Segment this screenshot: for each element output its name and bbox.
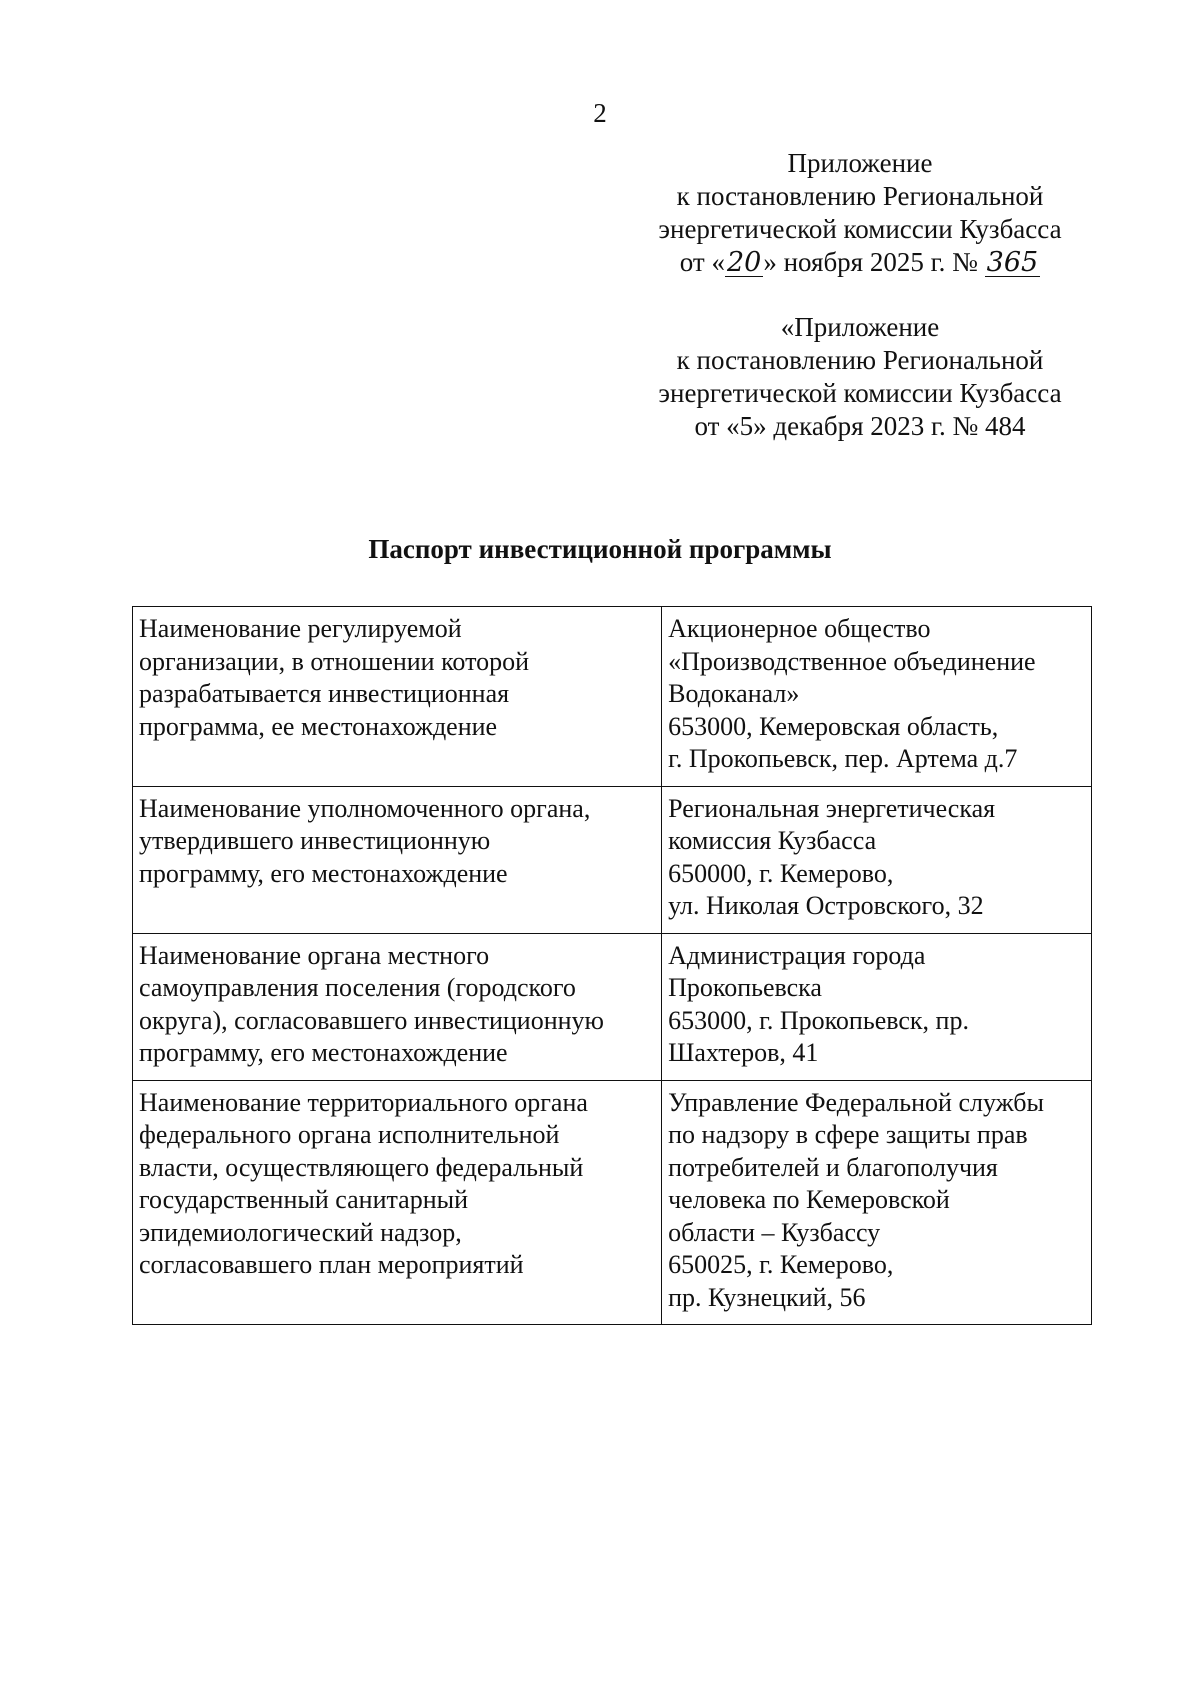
table-row xyxy=(133,1080,1092,1325)
appendix-heading: Приложение xyxy=(787,148,933,178)
cell-text-line: 650000, г. Кемерово, xyxy=(668,858,894,888)
row-label-cell xyxy=(133,786,662,933)
cell-text-line: Региональная энергетическая xyxy=(668,793,996,823)
table-row xyxy=(133,933,1092,1080)
cell-text-line: по надзору в сфере защиты прав xyxy=(668,1120,1028,1149)
cell-text-line: эпидемиологический надзор, xyxy=(139,1217,462,1247)
cell-text-line: Водоканал» xyxy=(668,679,800,708)
table-row xyxy=(133,607,1092,787)
table-row xyxy=(133,786,1092,933)
row-value-cell xyxy=(662,607,1092,787)
cell-text-line: Наименование органа местного xyxy=(139,940,490,970)
passport-table xyxy=(132,606,1092,1325)
appendix-heading: «Приложение xyxy=(780,312,940,342)
cell-text-line: потребителей и благополучия xyxy=(668,1152,998,1182)
appendix-header-current xyxy=(640,147,1080,279)
cell-text-line: 650025, г. Кемерово, xyxy=(668,1250,894,1279)
row-label-cell xyxy=(133,1080,662,1325)
cell-text-line: согласовавшего план мероприятий xyxy=(139,1250,524,1279)
row-label-cell xyxy=(133,607,662,787)
cell-text-line: организации, в отношении которой xyxy=(139,646,529,676)
appendix-reference-line: к постановлению Региональной xyxy=(676,181,1044,211)
cell-text-line: программу, его местонахождение xyxy=(139,1038,508,1067)
cell-text-line: ул. Николая Островского, 32 xyxy=(668,891,984,920)
cell-text-line: Акционерное общество xyxy=(668,614,931,643)
cell-text-line: человека по Кемеровской xyxy=(668,1185,950,1214)
cell-text-line: программу, его местонахождение xyxy=(139,858,508,888)
cell-text-line: самоуправления поселения (городского xyxy=(139,973,576,1002)
row-value-cell xyxy=(662,786,1092,933)
cell-text-line: федерального органа исполнительной xyxy=(139,1120,560,1149)
cell-text-line: разрабатывается инвестиционная xyxy=(139,679,510,708)
cell-text-line: комиссия Кузбасса xyxy=(668,826,877,855)
document-title: Паспорт инвестиционной программы xyxy=(368,534,832,564)
cell-text-line: Администрация города xyxy=(668,940,926,970)
cell-text-line: Наименование регулируемой xyxy=(139,614,462,643)
date-middle: » ноября 2025 г. № xyxy=(763,247,978,277)
page-number: 2 xyxy=(593,98,607,128)
cell-text-line: Прокопьевска xyxy=(668,973,822,1002)
cell-text-line: государственный санитарный xyxy=(139,1185,469,1214)
cell-text-line: утвердившего инвестиционную xyxy=(139,826,491,855)
row-value-cell xyxy=(662,1080,1092,1325)
appendix-reference-line: к постановлению Региональной xyxy=(676,345,1044,375)
passport-table-body xyxy=(133,607,1092,1325)
cell-text-line: области – Кузбассу xyxy=(668,1217,881,1247)
cell-text-line: 653000, г. Прокопьевск, пр. xyxy=(668,1005,969,1035)
handwritten-day: 20 xyxy=(726,247,762,278)
cell-text-line: «Производственное объединение xyxy=(668,646,1036,676)
cell-text-line: Управление Федеральной службы xyxy=(668,1087,1044,1117)
appendix-authority-line: энергетической комиссии Кузбасса xyxy=(658,214,1062,244)
cell-text-line: Шахтеров, 41 xyxy=(668,1038,819,1067)
cell-text-line: Наименование уполномоченного органа, xyxy=(139,793,591,823)
cell-text-line: округа), согласовавшего инвестиционную xyxy=(139,1005,604,1035)
date-prefix: от « xyxy=(679,247,725,277)
appendix-header-previous xyxy=(640,311,1080,443)
appendix-authority-line: энергетической комиссии Кузбасса xyxy=(658,378,1062,408)
cell-text-line: г. Прокопьевск, пер. Артема д.7 xyxy=(668,744,1018,773)
row-label-cell xyxy=(133,933,662,1080)
cell-text-line: Наименование территориального органа xyxy=(139,1087,588,1117)
cell-text-line: программа, ее местонахождение xyxy=(139,711,498,741)
cell-text-line: пр. Кузнецкий, 56 xyxy=(668,1282,866,1312)
cell-text-line: власти, осуществляющего федеральный xyxy=(139,1152,584,1182)
appendix-date-line: от «5» декабря 2023 г. № 484 xyxy=(694,411,1026,441)
row-value-cell xyxy=(662,933,1092,1080)
cell-text-line: 653000, Кемеровская область, xyxy=(668,711,999,741)
handwritten-number: 365 xyxy=(986,247,1039,278)
appendix-date-line xyxy=(640,246,1080,279)
